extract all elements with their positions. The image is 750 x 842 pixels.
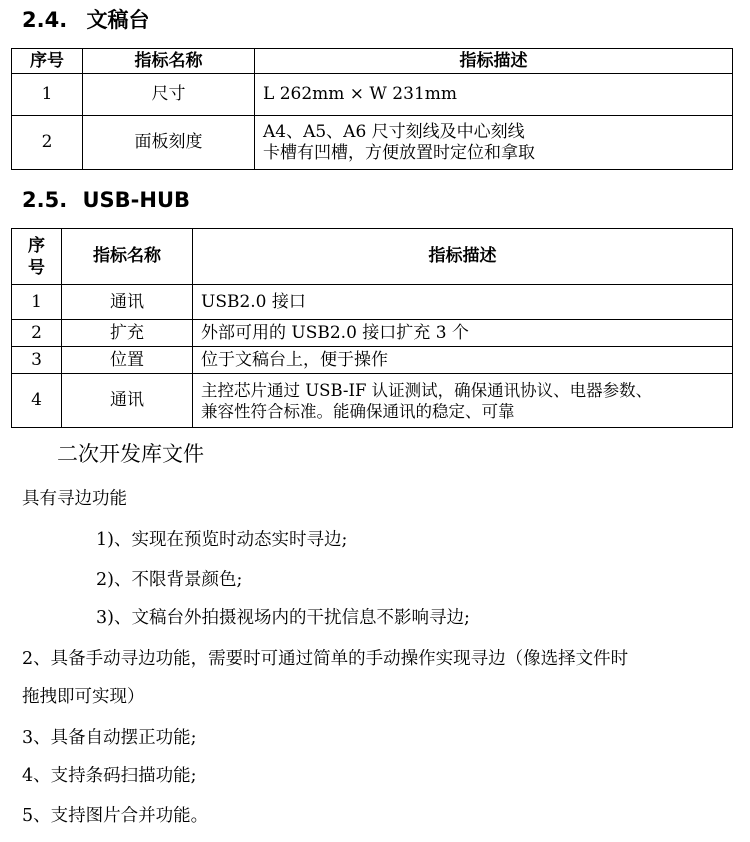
- header-cell: 指标名称: [83, 49, 255, 74]
- list-item: 2、具备手动寻边功能，需要时可通过简单的手动操作实现寻边（像选择文件时: [22, 649, 629, 669]
- row-number: 2: [12, 320, 62, 347]
- row-name: 尺寸: [83, 74, 255, 116]
- header-cell: 指标描述: [255, 49, 733, 74]
- description-line: 位于文稿台上，便于操作: [201, 349, 388, 370]
- row-name: 位置: [62, 347, 193, 374]
- table-row: [12, 320, 733, 347]
- table-row: [12, 374, 733, 428]
- row-name: 扩充: [62, 320, 193, 347]
- section-title: 文稿台: [86, 8, 150, 32]
- row-description: [255, 74, 733, 116]
- description-line: 兼容性符合标准。能确保通讯的稳定、可靠: [201, 401, 515, 421]
- header-cell: 序 号: [12, 229, 62, 285]
- description-line: USB2.0 接口: [201, 291, 306, 312]
- header-cell: 指标名称: [62, 229, 193, 285]
- description-line: 卡槽有凹槽，方便放置时定位和拿取: [263, 142, 535, 163]
- list-item: 3)、文稿台外拍摄视场内的干扰信息不影响寻边;: [96, 608, 470, 628]
- list-item: 2)、不限背景颜色;: [96, 570, 243, 590]
- row-description: [193, 347, 733, 374]
- spec-table-document-stand: [11, 48, 733, 170]
- header-cell: 序号: [12, 49, 83, 74]
- section-heading-2-5: [22, 186, 190, 214]
- list-item: 3、具备自动摆正功能;: [22, 728, 197, 748]
- row-number: 1: [12, 285, 62, 320]
- section-number: 2.5.: [22, 188, 68, 212]
- description-line: 外部可用的 USB2.0 接口扩充 3 个: [201, 322, 469, 343]
- description-line: 主控芯片通过 USB-IF 认证测试，确保通讯协议、电器参数、: [201, 380, 653, 400]
- list-item: 4、支持条码扫描功能;: [22, 766, 197, 786]
- row-number: 4: [12, 374, 62, 428]
- row-number: 3: [12, 347, 62, 374]
- section-heading-2-4: [22, 6, 150, 34]
- row-description: [193, 374, 733, 428]
- row-description: [193, 285, 733, 320]
- table-row: [12, 116, 733, 170]
- list-item: 5、支持图片合并功能。: [22, 806, 209, 826]
- spec-table-usb-hub: [11, 228, 733, 428]
- sdk-heading: 二次开发库文件: [57, 442, 204, 466]
- table-row: [12, 74, 733, 116]
- description-line: A4、A5、A6 尺寸刻线及中心刻线: [263, 121, 525, 142]
- description-line: L 262mm × W 231mm: [263, 84, 457, 104]
- sdk-intro: 具有寻边功能: [22, 489, 127, 509]
- row-name: 通讯: [62, 374, 193, 428]
- table-row: [12, 347, 733, 374]
- table-header-row: [12, 49, 733, 74]
- section-title: USB-HUB: [82, 188, 191, 212]
- table-row: [12, 285, 733, 320]
- list-item-continuation: 拖拽即可实现）: [22, 687, 145, 707]
- row-number: 1: [12, 74, 83, 116]
- section-number: 2.4.: [22, 8, 68, 32]
- row-name: 面板刻度: [83, 116, 255, 170]
- header-cell: 指标描述: [193, 229, 733, 285]
- row-name: 通讯: [62, 285, 193, 320]
- table-header-row: [12, 229, 733, 285]
- row-number: 2: [12, 116, 83, 170]
- row-description: [193, 320, 733, 347]
- list-item: 1)、实现在预览时动态实时寻边;: [96, 530, 348, 550]
- row-description: [255, 116, 733, 170]
